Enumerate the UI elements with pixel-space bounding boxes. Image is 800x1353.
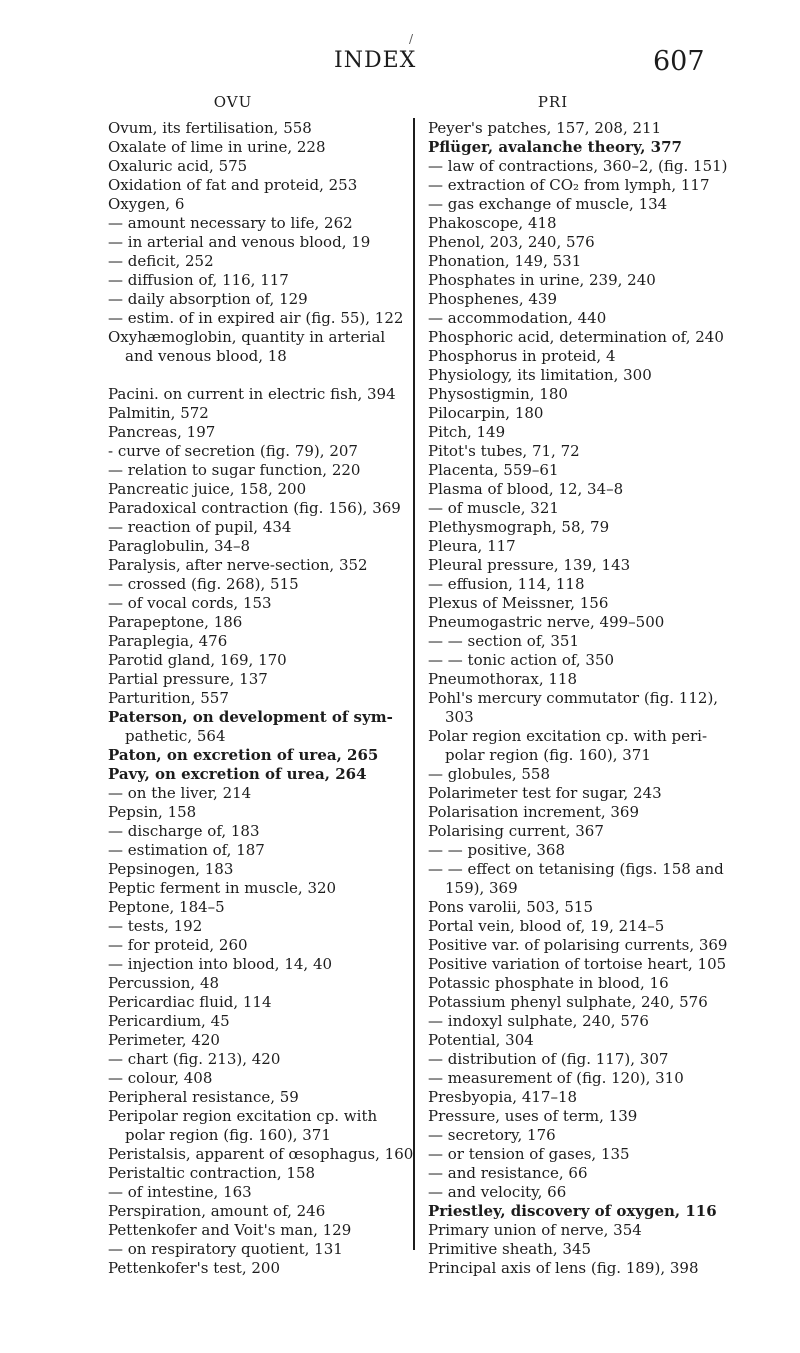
index-entry: — deficit, 252 — [108, 252, 214, 270]
index-entry: Physostigmin, 180 — [428, 385, 568, 403]
index-entry: — — effect on tetanising (figs. 158 and — [428, 860, 724, 878]
index-entry: — diffusion of, 116, 117 — [108, 271, 289, 289]
index-column-left — [108, 93, 414, 1278]
index-entry: - curve of secretion (fig. 79), 207 — [108, 442, 358, 460]
index-entry: Pleural pressure, 139, 143 — [428, 556, 631, 574]
index-entry: Oxidation of fat and proteid, 253 — [108, 176, 358, 194]
index-entry: Pancreatic juice, 158, 200 — [108, 480, 307, 498]
index-entry: Partial pressure, 137 — [108, 670, 268, 688]
index-entry: polar region (fig. 160), 371 — [125, 1126, 331, 1144]
index-entry: — of vocal cords, 153 — [108, 594, 272, 612]
index-entry: Phonation, 149, 531 — [428, 252, 582, 270]
page-number: 607 — [653, 46, 705, 77]
index-entry: polar region (fig. 160), 371 — [445, 746, 651, 764]
index-entry: Polarising current, 367 — [428, 822, 604, 840]
index-entry: Parotid gland, 169, 170 — [108, 651, 287, 669]
index-entry: — — section of, 351 — [428, 632, 580, 650]
index-entry: — and resistance, 66 — [428, 1164, 588, 1182]
index-entry: Primary union of nerve, 354 — [428, 1221, 642, 1239]
index-entry: — and velocity, 66 — [428, 1183, 567, 1201]
index-entry: Pacini. on current in electric fish, 394 — [108, 385, 396, 403]
index-entry: Presbyopia, 417–18 — [428, 1088, 578, 1106]
index-entry: — or tension of gases, 135 — [428, 1145, 630, 1163]
index-entry: — accommodation, 440 — [428, 309, 607, 327]
index-entry: Pleura, 117 — [428, 537, 516, 555]
index-entry: Polar region excitation cp. with peri- — [428, 727, 708, 745]
index-entry: and venous blood, 18 — [125, 347, 287, 365]
index-entry: Pitch, 149 — [428, 423, 506, 441]
index-entry: — daily absorption of, 129 — [108, 290, 308, 308]
index-entry: Pilocarpin, 180 — [428, 404, 544, 422]
index-entry: — secretory, 176 — [428, 1126, 556, 1144]
index-entry: Peristaltic contraction, 158 — [108, 1164, 316, 1182]
index-entry: — estimation of, 187 — [108, 841, 265, 859]
index-entry: Paradoxical contraction (fig. 156), 369 — [108, 499, 401, 517]
index-entry: Parapeptone, 186 — [108, 613, 243, 631]
index-entry: Pavy, on excretion of urea, 264 — [108, 765, 367, 783]
index-entry: — crossed (fig. 268), 515 — [108, 575, 299, 593]
index-entry: Positive variation of tortoise heart, 105 — [428, 955, 727, 973]
index-entry: Oxyhæmoglobin, quantity in arterial — [108, 328, 386, 346]
index-entries-right — [428, 119, 728, 1278]
index-entry: Pettenkofer's test, 200 — [108, 1259, 280, 1277]
index-entry: Plexus of Meissner, 156 — [428, 594, 609, 612]
index-entry: Paraglobulin, 34–8 — [108, 537, 251, 555]
index-entry: pathetic, 564 — [125, 727, 226, 745]
index-entry: — discharge of, 183 — [108, 822, 260, 840]
index-entry: 303 — [445, 708, 474, 726]
page-title: INDEX — [334, 48, 417, 73]
index-entry: — effusion, 114, 118 — [428, 575, 585, 593]
index-entry: Pepsinogen, 183 — [108, 860, 234, 878]
index-entry: Peptic ferment in muscle, 320 — [108, 879, 337, 897]
index-entry: Ovum, its fertilisation, 558 — [108, 119, 312, 137]
index-entry: Percussion, 48 — [108, 974, 220, 992]
index-entry: Positive var. of polarising currents, 369 — [428, 936, 728, 954]
index-entry: — on the liver, 214 — [108, 784, 252, 802]
index-entry: Pneumogastric nerve, 499–500 — [428, 613, 665, 631]
index-entry: — gas exchange of muscle, 134 — [428, 195, 668, 213]
index-entry: Priestley, discovery of oxygen, 116 — [428, 1202, 717, 1220]
index-entry: Potential, 304 — [428, 1031, 534, 1049]
index-entry: — estim. of in expired air (fig. 55), 122 — [108, 309, 404, 327]
index-entry: Peripheral resistance, 59 — [108, 1088, 299, 1106]
index-entry: Palmitin, 572 — [108, 404, 209, 422]
column-divider — [413, 118, 415, 1250]
index-entry: Pneumothorax, 118 — [428, 670, 578, 688]
index-entry: Pettenkofer and Voit's man, 129 — [108, 1221, 352, 1239]
ink-mark: / — [409, 32, 414, 46]
index-entry: Portal vein, blood of, 19, 214–5 — [428, 917, 665, 935]
index-entry: Phenol, 203, 240, 576 — [428, 233, 595, 251]
index-entry: Principal axis of lens (fig. 189), 398 — [428, 1259, 699, 1277]
index-entry: Pancreas, 197 — [108, 423, 216, 441]
index-entry: — injection into blood, 14, 40 — [108, 955, 333, 973]
index-entry: — on respiratory quotient, 131 — [108, 1240, 343, 1258]
index-entry: Paterson, on development of sym- — [108, 708, 393, 726]
index-entry: Peptone, 184–5 — [108, 898, 225, 916]
index-entry: Perimeter, 420 — [108, 1031, 220, 1049]
index-entry: — of intestine, 163 — [108, 1183, 252, 1201]
index-entry: — of muscle, 321 — [428, 499, 559, 517]
index-entry: Peristalsis, apparent of œsophagus, 160 — [108, 1145, 414, 1163]
index-entry: Primitive sheath, 345 — [428, 1240, 592, 1258]
index-entry: Polarimeter test for sugar, 243 — [428, 784, 662, 802]
index-entry: Paraplegia, 476 — [108, 632, 228, 650]
index-entry: Plasma of blood, 12, 34–8 — [428, 480, 624, 498]
index-entry: Parturition, 557 — [108, 689, 229, 707]
index-entry: Peyer's patches, 157, 208, 211 — [428, 119, 662, 137]
index-entry: 159), 369 — [445, 879, 518, 897]
index-entry: — measurement of (fig. 120), 310 — [428, 1069, 684, 1087]
index-entry: — extraction of CO₂ from lymph, 117 — [428, 176, 710, 194]
index-entry: Perspiration, amount of, 246 — [108, 1202, 326, 1220]
index-entry: Polarisation increment, 369 — [428, 803, 640, 821]
column-guide-word-left: OVU — [213, 93, 253, 111]
index-entry: Oxaluric acid, 575 — [108, 157, 248, 175]
index-entry: — — tonic action of, 350 — [428, 651, 615, 669]
index-entry: Phosphorus in proteid, 4 — [428, 347, 616, 365]
index-entry: Physiology, its limitation, 300 — [428, 366, 652, 384]
index-entry: Pressure, uses of term, 139 — [428, 1107, 638, 1125]
index-entries-left — [108, 119, 414, 1278]
index-entry: Phosphenes, 439 — [428, 290, 558, 308]
index-entry: Oxalate of lime in urine, 228 — [108, 138, 326, 156]
index-entry: Potassium phenyl sulphate, 240, 576 — [428, 993, 708, 1011]
column-guide-word-right: PRI — [537, 93, 569, 111]
index-entry: Pericardiac fluid, 114 — [108, 993, 272, 1011]
index-entry: — for proteid, 260 — [108, 936, 248, 954]
index-entry: — colour, 408 — [108, 1069, 213, 1087]
index-entry: Paralysis, after nerve-section, 352 — [108, 556, 368, 574]
index-entry: Pflüger, avalanche theory, 377 — [428, 138, 682, 156]
index-entry: — chart (fig. 213), 420 — [108, 1050, 281, 1068]
index-column-right — [428, 93, 728, 1278]
index-entry: Pitot's tubes, 71, 72 — [428, 442, 580, 460]
index-entry: Paton, on excretion of urea, 265 — [108, 746, 379, 764]
index-entry: Oxygen, 6 — [108, 195, 185, 213]
index-entry: — in arterial and venous blood, 19 — [108, 233, 371, 251]
page-header — [0, 32, 800, 88]
index-entry: — amount necessary to life, 262 — [108, 214, 353, 232]
index-entry: — globules, 558 — [428, 765, 550, 783]
index-entry: Peripolar region excitation cp. with — [108, 1107, 378, 1125]
index-entry: — reaction of pupil, 434 — [108, 518, 292, 536]
index-entry: — distribution of (fig. 117), 307 — [428, 1050, 669, 1068]
index-entry: — indoxyl sulphate, 240, 576 — [428, 1012, 649, 1030]
index-entry: Phakoscope, 418 — [428, 214, 557, 232]
index-entry: Pons varolii, 503, 515 — [428, 898, 593, 916]
index-entry: — relation to sugar function, 220 — [108, 461, 361, 479]
index-entry: Potassic phosphate in blood, 16 — [428, 974, 669, 992]
index-entry: Phosphates in urine, 239, 240 — [428, 271, 656, 289]
index-entry: — tests, 192 — [108, 917, 203, 935]
index-entry: Phosphoric acid, determination of, 240 — [428, 328, 724, 346]
index-entry: Plethysmograph, 58, 79 — [428, 518, 610, 536]
index-entry: Pohl's mercury commutator (fig. 112), — [428, 689, 719, 707]
index-entry: — law of contractions, 360–2, (fig. 151) — [428, 157, 728, 175]
index-entry: Pericardium, 45 — [108, 1012, 230, 1030]
index-entry: Placenta, 559–61 — [428, 461, 559, 479]
index-entry: — — positive, 368 — [428, 841, 566, 859]
index-entry: Pepsin, 158 — [108, 803, 197, 821]
